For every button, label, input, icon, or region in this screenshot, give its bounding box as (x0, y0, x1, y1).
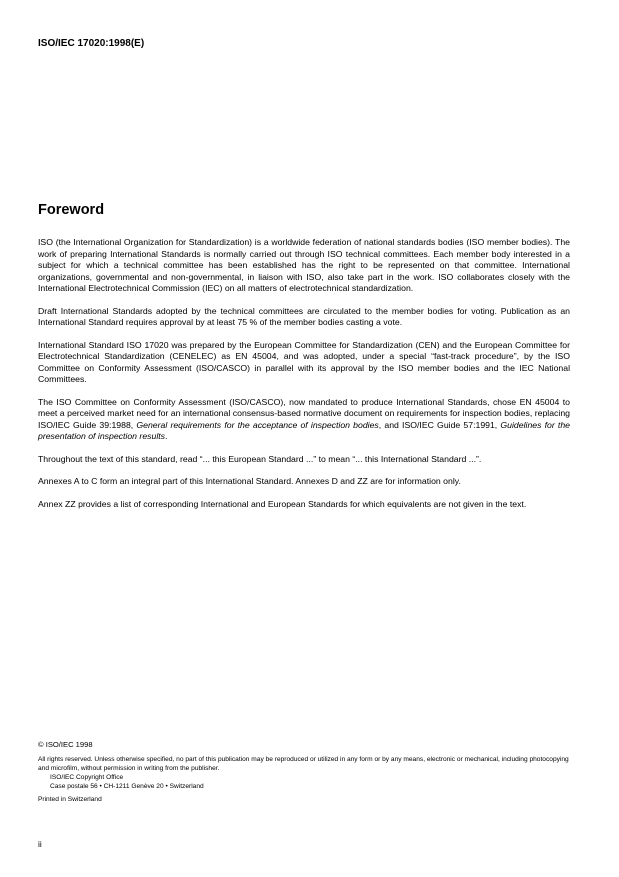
casco-text-2: , and ISO/IEC Guide 57:1991, (378, 419, 501, 430)
paragraph-reading-note: Throughout the text of this standard, read “... this European Standard ...” to mean “... this International Standard ...”. (38, 453, 482, 464)
guide-39-title: General requirements for the acceptance of inspection bodies (136, 419, 379, 430)
office-address: Case postale 56 • CH-1211 Genève 20 • Switzerland (50, 783, 204, 790)
paragraph-iso-17020-origin: International Standard ISO 17020 was prepared by the European Committee for Standardization (CEN) and the European Committee for Electrotechnical Standardization (CENELEC) as EN 45004, and was adopted, under a special “fast-track procedure”, by the ISO Committee on Conformity Assessment (ISO/CASCO) in parallel with its approval by the ISO member bodies and the IEC National Committees. (38, 339, 570, 384)
printed-location: Printed in Switzerland (38, 796, 102, 803)
copyright-office: ISO/IEC Copyright Office (50, 774, 124, 781)
rights-statement: All rights reserved. Unless otherwise specified, no part of this publication may be reproduced or utilized in any form or by any means, electronic or mechanical, including photocopying and microfilm, without permission in writing from the publisher. (38, 756, 569, 772)
paragraph-draft-standards: Draft International Standards adopted by the technical committees are circulated to the member bodies for voting. Publication as an International Standard requires approval by at least 75 % of the member bodies casting a vote. (38, 305, 570, 327)
copyright-notice: © ISO/IEC 1998 (38, 740, 93, 749)
paragraph-casco-mandate (38, 397, 570, 443)
paragraph-annexes: Annexes A to C form an integral part of this International Standard. Annexes D and ZZ are for information only. (38, 476, 461, 486)
casco-text-3: . (165, 431, 168, 441)
page-title: Foreword (38, 202, 105, 218)
paragraph-iso-intro: ISO (the International Organization for Standardization) is a worldwide federation of national standards bodies (ISO member bodies). The work of preparing International Standards is normally carried out through ISO technical committees. Each member body interested in a subject for which a technical committee has been established has the right to be represented on that committee. International organizations, governmental and non-governmental, in liaison with ISO, also take part in the work. ISO collaborates closely with the International Electrotechnical Commission (IEC) on all matters of electrotechnical standardization. (38, 237, 570, 293)
foreword-body (38, 237, 570, 521)
paragraph-annex-zz: Annex ZZ provides a list of corresponding International and European Standards for which equivalents are not given in the text. (38, 498, 527, 509)
copyright-footer (38, 740, 578, 804)
casco-text-1: The ISO Committee on Conformity Assessment (ISO/CASCO), now mandated to produce International Standards, chose EN 45004 to meet a perceived market need for an international consensus-based normative document on requirements for inspection bodies, replacing ISO/IEC Guide 39:1988, (38, 396, 570, 430)
document-id: ISO/IEC 17020:1998(E) (38, 38, 145, 49)
guide-57-title: Guidelines for the presentation of inspection results (38, 419, 571, 441)
page-number: ii (38, 839, 42, 849)
